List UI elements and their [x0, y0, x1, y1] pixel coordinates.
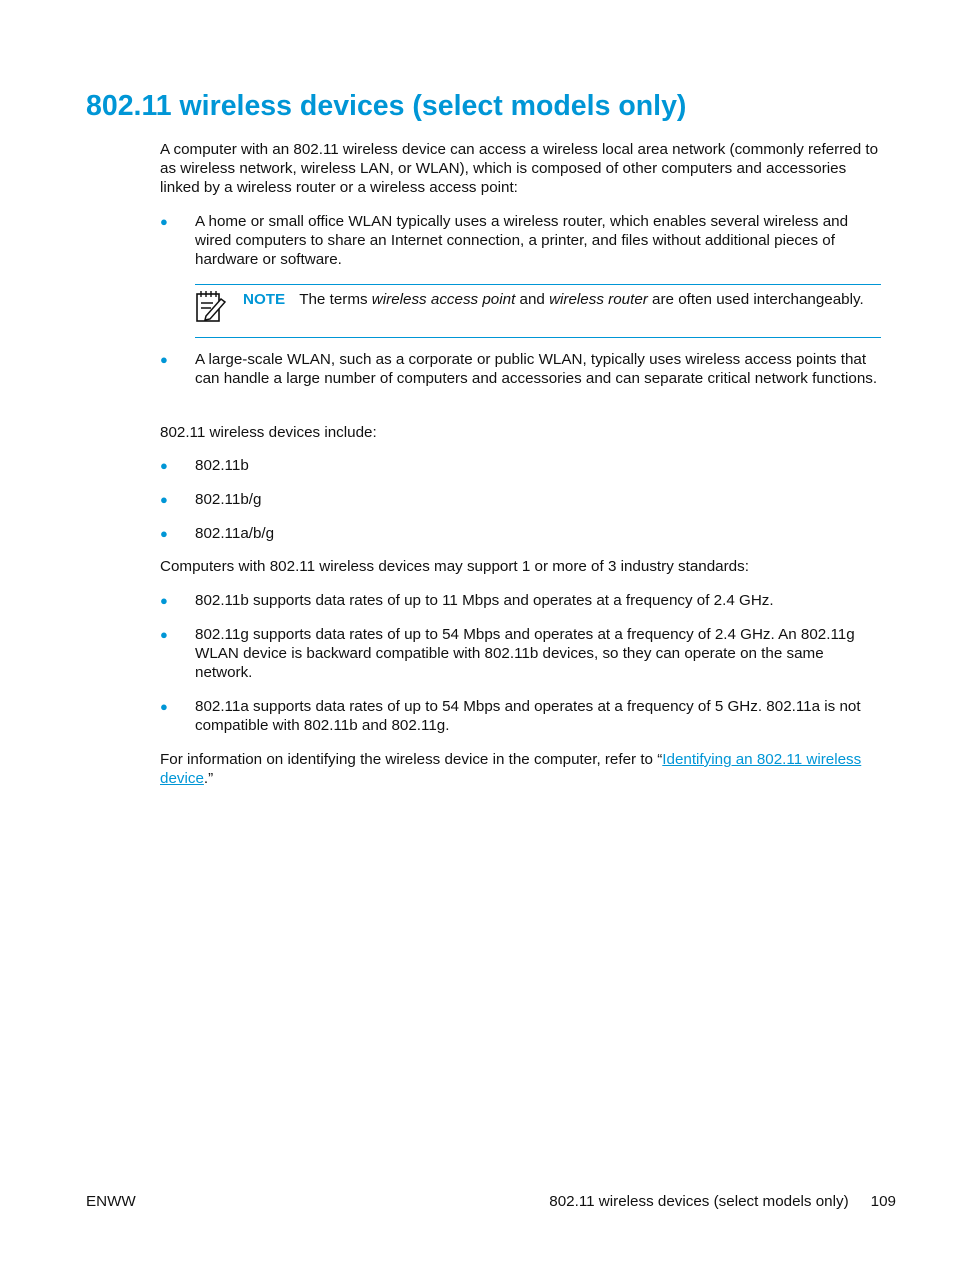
list-item-text: 802.11b: [195, 457, 249, 474]
list-item: [160, 212, 885, 269]
note-label: NOTE: [243, 291, 286, 308]
list-item: [160, 490, 885, 509]
reference-text: For information on identifying the wireless device in the computer, refer to “: [160, 751, 663, 768]
note-text-part: are often used interchangeably.: [647, 291, 864, 308]
list-item-text: 802.11a/b/g: [195, 525, 275, 542]
bullet-icon: ●: [160, 699, 168, 714]
page-title: 802.11 wireless devices (select models only): [86, 90, 687, 122]
list-item-text: 802.11b supports data rates of up to 11 Mbps and operates at a frequency of 2.4 GHz.: [195, 592, 774, 609]
reference-paragraph: [160, 750, 885, 788]
standards-intro: Computers with 802.11 wireless devices may support 1 or more of 3 industry standards:: [160, 558, 749, 575]
list-item: [160, 625, 885, 682]
note-text: [243, 290, 873, 309]
note-pad-icon: [195, 289, 227, 323]
list-item: [160, 456, 885, 475]
list-item-text: 802.11b/g: [195, 491, 262, 508]
list-item-text: 802.11g supports data rates of up to 54 Mbps and operates at a frequency of 2.4 GHz. An 802.11g WLAN device is backward compatible with 802.11b devices, so they can operate on the same network.: [195, 626, 855, 681]
footer-section: 802.11 wireless devices (select models only): [549, 1193, 849, 1210]
bullet-icon: ●: [160, 593, 168, 608]
list-item: [160, 591, 885, 610]
list-item: [160, 350, 885, 388]
note-text-part: and: [515, 291, 550, 308]
note-term: wireless router: [549, 291, 648, 308]
list-item: [160, 697, 885, 735]
footer-right: [549, 1192, 896, 1211]
note-term: wireless access point: [371, 291, 516, 308]
bullet-icon: ●: [160, 352, 168, 367]
reference-text: .”: [203, 770, 214, 787]
bullet-icon: ●: [160, 526, 168, 541]
bullet-icon: ●: [160, 492, 168, 507]
list-item-text: A large-scale WLAN, such as a corporate or public WLAN, typically uses wireless access points that can handle a large number of computers and accessories and can separate critical network functions.: [195, 351, 878, 387]
identifying-device-link[interactable]: Identifying an 802.11 wireless device: [160, 751, 862, 787]
intro-paragraph: A computer with an 802.11 wireless device can access a wireless local area network (commonly referred to as wireless network, wireless LAN, or WLAN), which is composed of other computers and accessories linked by a wireless router or a wireless access point:: [160, 141, 879, 196]
note-box: [195, 284, 881, 338]
bullet-icon: ●: [160, 458, 168, 473]
bullet-icon: ●: [160, 214, 168, 229]
devices-intro: 802.11 wireless devices include:: [160, 424, 377, 441]
list-item-text: A home or small office WLAN typically uses a wireless router, which enables several wireless and wired computers to share an Internet connection, a printer, and files without additional pieces of hardware or software.: [195, 213, 849, 268]
list-item-text: 802.11a supports data rates of up to 54 Mbps and operates at a frequency of 5 GHz. 802.11a is not compatible with 802.11b and 802.11g.: [195, 698, 861, 734]
footer-left: ENWW: [86, 1193, 136, 1210]
note-text-part: The terms: [299, 291, 372, 308]
page-number: 109: [870, 1193, 896, 1210]
bullet-icon: ●: [160, 627, 168, 642]
list-item: [160, 524, 885, 543]
